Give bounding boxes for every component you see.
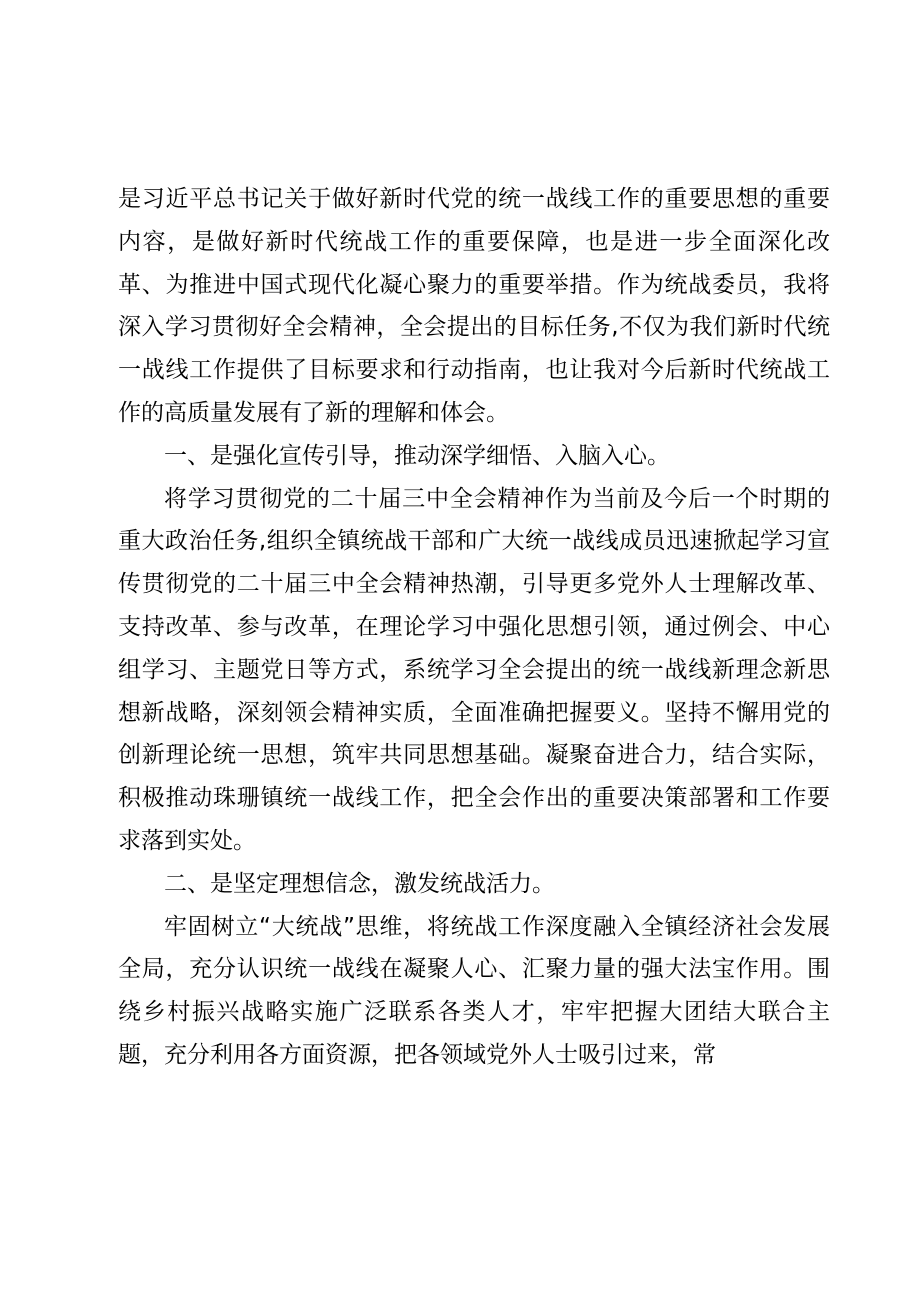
paragraph-section-one: 将学习贯彻党的二十届三中全会精神作为当前及今后一个时期的重大政治任务,组织全镇统战干部和广大统一战线成员迅速掀起学习宣传贯彻党的二十届三中全会精神热潮，引导更多党外人士理解改革、支持改革、参与改革，在理论学习中强化思想引领，通过例会、中心组学习、主题党日等方式，系统学习全会提出的统一战线新理念新思想新战略，深刻领会精神实质，全面准确把握要义。坚持不懈用党的创新理论统一思想，筑牢共同思想基础。凝聚奋进合力，结合实际，积极推动珠珊镇统一战线工作，把全会作出的重要决策部署和工作要求落到实处。 (118, 485, 830, 854)
section-heading-one: 一、是强化宣传引导，推动深学细悟、入脑入心。 (164, 442, 670, 469)
paragraph-continuation: 是习近平总书记关于做好新时代党的统一战线工作的重要思想的重要内容，是做好新时代统战工作的重要保障，也是进一步全面深化改革、为推进中国式现代化凝心聚力的重要举措。作为统战委员，我将深入学习贯彻好全会精神，全会提出的目标任务,不仅为我们新时代统一战线工作提供了目标要求和行动指南，也让我对今后新时代统战工作的高质量发展有了新的理解和体会。 (118, 186, 830, 426)
document-body (118, 178, 830, 1077)
paragraph-section-two: 牢固树立“大统战”思维，将统战工作深度融入全镇经济社会发展全局，充分认识统一战线在凝聚人心、汇聚力量的强大法宝作用。围绕乡村振兴战略实施广泛联系各类人才，牢牢把握大团结大联合主题，充分利用各方面资源，把各领域党外人士吸引过来，常 (118, 913, 830, 1068)
section-heading-two: 二、是坚定理想信念，激发统战活力。 (164, 870, 555, 897)
